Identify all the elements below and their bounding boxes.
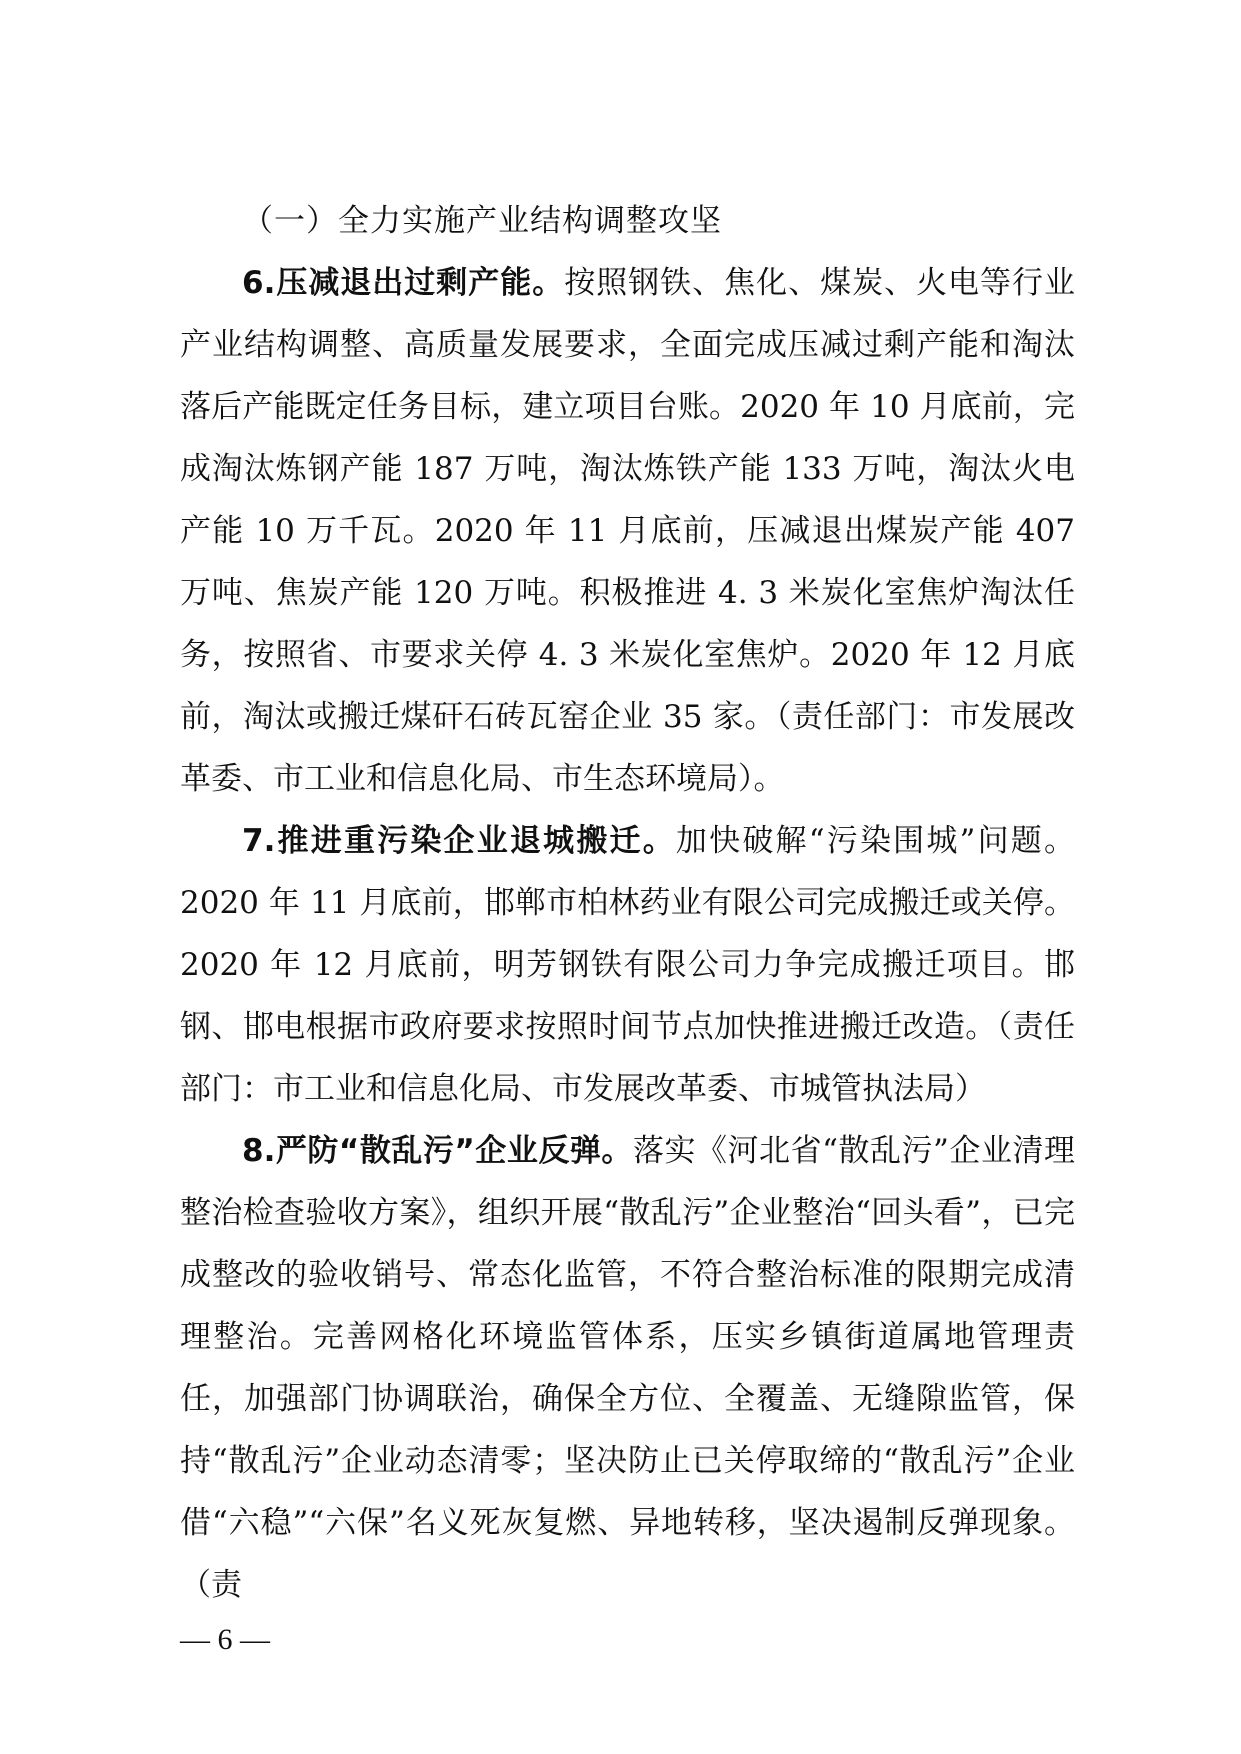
paragraph-6 bbox=[180, 252, 1075, 810]
section-heading: （一）全力实施产业结构调整攻坚 bbox=[242, 203, 722, 239]
paragraph-7-body: 加快破解“污染围城”问题。2020 年 11 月底前，邯郸市柏林药业有限公司完成搬迁或关停。2020 年 12 月底前，明芳钢铁有限公司力争完成搬迁项目。邯钢、邯电根据市政府要求按照时间节点加快推进搬迁改造。（责任部门：市工业和信息化局、市发展改革委、市城管执法局） bbox=[180, 823, 1075, 1107]
paragraph-7 bbox=[180, 810, 1075, 1120]
page-number: — 6 — bbox=[180, 1623, 270, 1656]
paragraph-8-title: 8.严防“散乱污”企业反弹。 bbox=[242, 1133, 633, 1169]
document-page bbox=[180, 190, 1075, 1616]
paragraph-6-body: 按照钢铁、焦化、煤炭、火电等行业产业结构调整、高质量发展要求，全面完成压减过剩产能和淘汰落后产能既定任务目标，建立项目台账。2020 年 10 月底前，完成淘汰炼钢产能 187 万吨，淘汰炼铁产能 133 万吨，淘汰火电产能 10 万千瓦。2020 年 11 月底前，压减退出煤炭产能 407 万吨、焦炭产能 120 万吨。积极推进 4. 3 米炭化室焦炉淘汰任务，按照省、市要求关停 4. 3 米炭化室焦炉。2020 年 12 月底前，淘汰或搬迁煤矸石砖瓦窑企业 35 家。（责任部门：市发展改革委、市工业和信息化局、市生态环境局）。 bbox=[180, 265, 1075, 797]
paragraph-8-body: 落实《河北省“散乱污”企业清理整治检查验收方案》，组织开展“散乱污”企业整治“回头看”，已完成整改的验收销号、常态化监管，不符合整治标准的限期完成清理整治。完善网格化环境监管体系，压实乡镇街道属地管理责任，加强部门协调联治，确保全方位、全覆盖、无缝隙监管，保持“散乱污”企业动态清零；坚决防止已关停取缔的“散乱污”企业借“六稳”“六保”名义死灰复燃、异地转移，坚决遏制反弹现象。（责 bbox=[180, 1133, 1075, 1603]
paragraph-6-title: 6.压减退出过剩产能。 bbox=[242, 265, 565, 301]
paragraph-7-title: 7.推进重污染企业退城搬迁。 bbox=[242, 823, 676, 859]
paragraph-8 bbox=[180, 1120, 1075, 1616]
